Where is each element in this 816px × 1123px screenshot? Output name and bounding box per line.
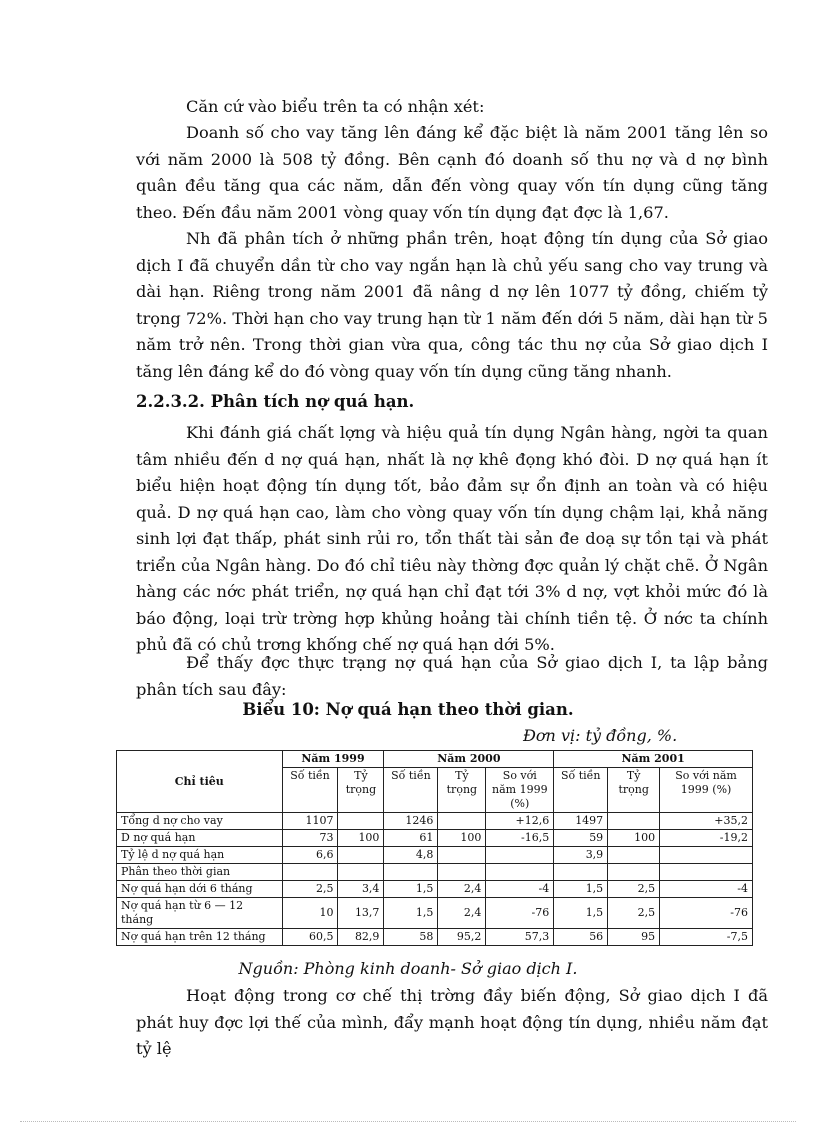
subheader-share: Tỷ trọng <box>608 768 660 813</box>
cell <box>338 813 384 830</box>
cell: 1,5 <box>554 881 608 898</box>
cell: 2,5 <box>608 881 660 898</box>
cell: 58 <box>384 929 438 946</box>
table-row <box>117 898 753 929</box>
section-heading: 2.2.3.2. Phân tích nợ quá hạn. <box>136 392 415 411</box>
cell <box>338 847 384 864</box>
cell <box>438 847 486 864</box>
cell: 1,5 <box>384 881 438 898</box>
cell <box>486 864 554 881</box>
cell: 60,5 <box>282 929 338 946</box>
cell: -76 <box>486 898 554 929</box>
table-row <box>117 830 753 847</box>
cell: 100 <box>438 830 486 847</box>
cell <box>660 864 753 881</box>
cell: 73 <box>282 830 338 847</box>
cell: 1497 <box>554 813 608 830</box>
cell <box>554 864 608 881</box>
cell: -7,5 <box>660 929 753 946</box>
table-caption: Biểu 10: Nợ quá hạn theo thời gian. <box>242 700 574 719</box>
row-label: Tổng d nợ cho vay <box>117 813 283 830</box>
subheader-amount: Số tiền <box>554 768 608 813</box>
cell <box>486 847 554 864</box>
cell: 95,2 <box>438 929 486 946</box>
cell <box>384 864 438 881</box>
cell: 6,6 <box>282 847 338 864</box>
cell: 3,4 <box>338 881 384 898</box>
cell <box>660 847 753 864</box>
cell <box>438 864 486 881</box>
paragraph-table-intro: Để thấy đợc thực trạng nợ quá hạn của Sở giao dịch I, ta lập bảng phân tích sau đây: <box>136 653 768 699</box>
cell: -4 <box>486 881 554 898</box>
subheader-amount: Số tiền <box>282 768 338 813</box>
cell: 82,9 <box>338 929 384 946</box>
cell: 59 <box>554 830 608 847</box>
paragraph-market: Hoạt động trong cơ chế thị trờng đầy biến động, Sở giao dịch I đã phát huy đợc lợi thế của mình, đẩy mạnh hoạt động tín dụng, nhiều năm đạt tỷ lệ <box>136 986 768 1058</box>
paragraph-intro: Căn cứ vào biểu trên ta có nhận xét: <box>186 97 485 116</box>
header-indicator: Chỉ tiêu <box>117 751 283 813</box>
table-header-row <box>117 751 753 768</box>
cell: -19,2 <box>660 830 753 847</box>
page-bottom-divider <box>20 1121 796 1122</box>
cell: +12,6 <box>486 813 554 830</box>
row-label: Phân theo thời gian <box>117 864 283 881</box>
table-unit: Đơn vị: tỷ đồng, %. <box>523 726 678 745</box>
paragraph-overdue-analysis: Khi đánh giá chất lợng và hiệu quả tín dụng Ngân hàng, ngời ta quan tâm nhiều đến d nợ quá hạn, nhất là nợ khê đọng khó đòi. D nợ quá hạn ít biểu hiện hoạt động tín dụng tốt, bảo đảm sự ổn định an toàn và có hiệu quả. D nợ quá hạn cao, làm cho vòng quay vốn tín dụng chậm lại, khả năng sinh lợi đạt thấp, phát sinh rủi ro, tổn thất tài sản đe doạ sự tồn tại và phát triển của Ngân hàng. Do đó chỉ tiêu này thờng đợc quản lý chặt chẽ. Ở Ngân hàng các nớc phát triển, nợ quá hạn chỉ đạt tới 3% d nợ, vợt khỏi mức đó là báo động, loại trừ trờng hợp khủng hoảng tài chính tiền tệ. Ở nớc ta chính phủ đã có chủ trơng khống chế nợ quá hạn dới 5%. <box>136 423 768 654</box>
cell <box>282 864 338 881</box>
cell: -4 <box>660 881 753 898</box>
subheader-vs-1999: So với năm 1999 (%) <box>660 768 753 813</box>
cell: 2,4 <box>438 898 486 929</box>
cell <box>608 813 660 830</box>
cell: 4,8 <box>384 847 438 864</box>
cell: 100 <box>338 830 384 847</box>
cell: 13,7 <box>338 898 384 929</box>
table-row <box>117 929 753 946</box>
cell: 2,4 <box>438 881 486 898</box>
paragraph-credit-shift: Nh đã phân tích ở những phần trên, hoạt động tín dụng của Sở giao dịch I đã chuyển dần từ cho vay ngắn hạn là chủ yếu sang cho vay trung và dài hạn. Riêng trong năm 2001 đã nâng d nợ lên 1077 tỷ đồng, chiếm tỷ trọng 72%. Thời hạn cho vay trung hạn từ 1 năm đến dới 5 năm, dài hạn từ 5 năm trở nên. Trong thời gian vừa qua, công tác thu nợ của Sở giao dịch I tăng lên đáng kể do đó vòng quay vốn tín dụng cũng tăng nhanh. <box>136 229 768 381</box>
header-year-2001: Năm 2001 <box>554 751 753 768</box>
cell <box>338 864 384 881</box>
row-label: Nợ quá hạn từ 6 — 12 tháng <box>117 898 283 929</box>
subheader-vs-1999: So với năm 1999 (%) <box>486 768 554 813</box>
cell: 100 <box>608 830 660 847</box>
cell: -16,5 <box>486 830 554 847</box>
table-row <box>117 881 753 898</box>
cell: -76 <box>660 898 753 929</box>
table-source: Nguồn: Phòng kinh doanh- Sở giao dịch I. <box>238 959 578 978</box>
row-label: Tỷ lệ d nợ quá hạn <box>117 847 283 864</box>
cell: 61 <box>384 830 438 847</box>
cell: 95 <box>608 929 660 946</box>
cell <box>438 813 486 830</box>
row-label: Nợ quá hạn dới 6 tháng <box>117 881 283 898</box>
table-row <box>117 864 753 881</box>
cell <box>608 864 660 881</box>
row-label: D nợ quá hạn <box>117 830 283 847</box>
subheader-share: Tỷ trọng <box>338 768 384 813</box>
header-year-2000: Năm 2000 <box>384 751 554 768</box>
subheader-amount: Số tiền <box>384 768 438 813</box>
paragraph-sales: Doanh số cho vay tăng lên đáng kể đặc biệt là năm 2001 tăng lên so với năm 2000 là 508 tỷ đồng. Bên cạnh đó doanh số thu nợ và d nợ bình quân đều tăng qua các năm, dẫn đến vòng quay vốn tín dụng cũng tăng theo. Đến đầu năm 2001 vòng quay vốn tín dụng đạt đợc là 1,67. <box>136 123 768 222</box>
cell: 1,5 <box>384 898 438 929</box>
cell: 10 <box>282 898 338 929</box>
overdue-debt-table <box>116 750 753 946</box>
cell: 2,5 <box>608 898 660 929</box>
header-year-1999: Năm 1999 <box>282 751 384 768</box>
row-label: Nợ quá hạn trên 12 tháng <box>117 929 283 946</box>
cell: 2,5 <box>282 881 338 898</box>
cell: 1107 <box>282 813 338 830</box>
cell: 56 <box>554 929 608 946</box>
cell: +35,2 <box>660 813 753 830</box>
cell: 1246 <box>384 813 438 830</box>
cell <box>608 847 660 864</box>
subheader-share: Tỷ trọng <box>438 768 486 813</box>
cell: 57,3 <box>486 929 554 946</box>
cell: 1,5 <box>554 898 608 929</box>
table-row <box>117 813 753 830</box>
cell: 3,9 <box>554 847 608 864</box>
table-row <box>117 847 753 864</box>
